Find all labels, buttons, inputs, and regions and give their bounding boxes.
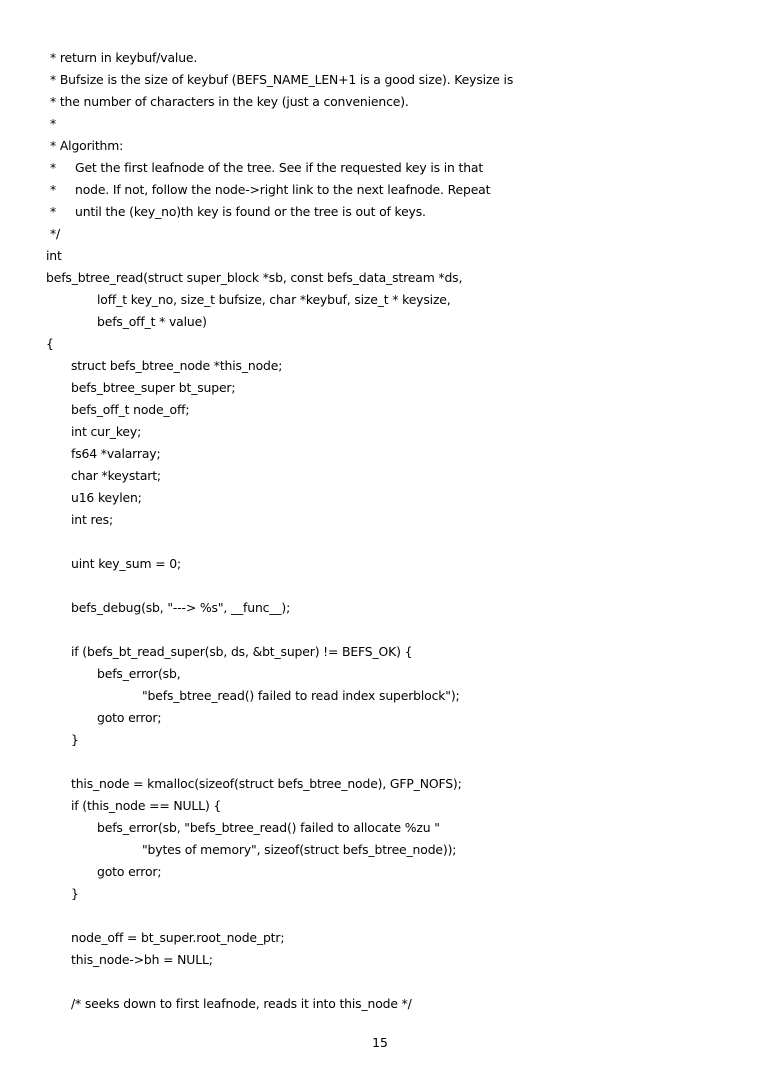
code-line: befs_debug(sb, "---> %s", __func__); xyxy=(71,600,291,615)
code-line: this_node = kmalloc(sizeof(struct befs_btree_node), GFP_NOFS); xyxy=(71,776,462,791)
code-line: node_off = bt_super.root_node_ptr; xyxy=(71,930,285,945)
code-line xyxy=(46,619,726,641)
code-line: fs64 *valarray; xyxy=(71,446,161,461)
code-line: befs_btree_super bt_super; xyxy=(71,380,236,395)
code-line: char *keystart; xyxy=(71,468,161,483)
code-listing xyxy=(46,47,726,1015)
code-line: uint key_sum = 0; xyxy=(71,556,181,571)
code-line: befs_btree_read(struct super_block *sb, const befs_data_stream *ds, xyxy=(46,270,463,285)
code-line: if (befs_bt_read_super(sb, ds, &bt_super) != BEFS_OK) { xyxy=(71,644,413,659)
code-line: int cur_key; xyxy=(71,424,142,439)
code-line: goto error; xyxy=(97,864,162,879)
code-line: /* seeks down to first leafnode, reads it into this_node */ xyxy=(71,996,412,1011)
code-line: * xyxy=(50,116,57,131)
code-line xyxy=(46,575,726,597)
page-number: 15 xyxy=(372,1035,388,1050)
code-line: * return in keybuf/value. xyxy=(50,50,198,65)
code-line: * Algorithm: xyxy=(50,138,124,153)
code-line: befs_off_t * value) xyxy=(97,314,207,329)
code-line: befs_error(sb, xyxy=(97,666,181,681)
code-line xyxy=(46,905,726,927)
code-line: this_node->bh = NULL; xyxy=(71,952,213,967)
code-line: u16 keylen; xyxy=(71,490,142,505)
code-line: loff_t key_no, size_t bufsize, char *keybuf, size_t * keysize, xyxy=(97,292,451,307)
code-line: befs_off_t node_off; xyxy=(71,402,190,417)
code-line xyxy=(46,971,726,993)
code-line: struct befs_btree_node *this_node; xyxy=(71,358,283,373)
code-line: * node. If not, follow the node->right link to the next leafnode. Repeat xyxy=(50,182,491,197)
code-line: int xyxy=(46,248,62,263)
code-line: * the number of characters in the key (just a convenience). xyxy=(50,94,409,109)
code-line xyxy=(46,751,726,773)
code-line: * Bufsize is the size of keybuf (BEFS_NAME_LEN+1 is a good size). Keysize is xyxy=(50,72,514,87)
code-line xyxy=(46,531,726,553)
code-line: "befs_btree_read() failed to read index superblock"); xyxy=(142,688,460,703)
code-line: goto error; xyxy=(97,710,162,725)
code-line: } xyxy=(71,732,79,747)
code-line: befs_error(sb, "befs_btree_read() failed to allocate %zu " xyxy=(97,820,440,835)
code-line: "bytes of memory", sizeof(struct befs_btree_node)); xyxy=(142,842,457,857)
code-line: * until the (key_no)th key is found or the tree is out of keys. xyxy=(50,204,426,219)
code-line: * Get the first leafnode of the tree. See if the requested key is in that xyxy=(50,160,484,175)
code-line: */ xyxy=(50,226,61,241)
code-line: } xyxy=(71,886,79,901)
code-line: { xyxy=(46,336,54,351)
code-line: int res; xyxy=(71,512,113,527)
code-line: if (this_node == NULL) { xyxy=(71,798,222,813)
